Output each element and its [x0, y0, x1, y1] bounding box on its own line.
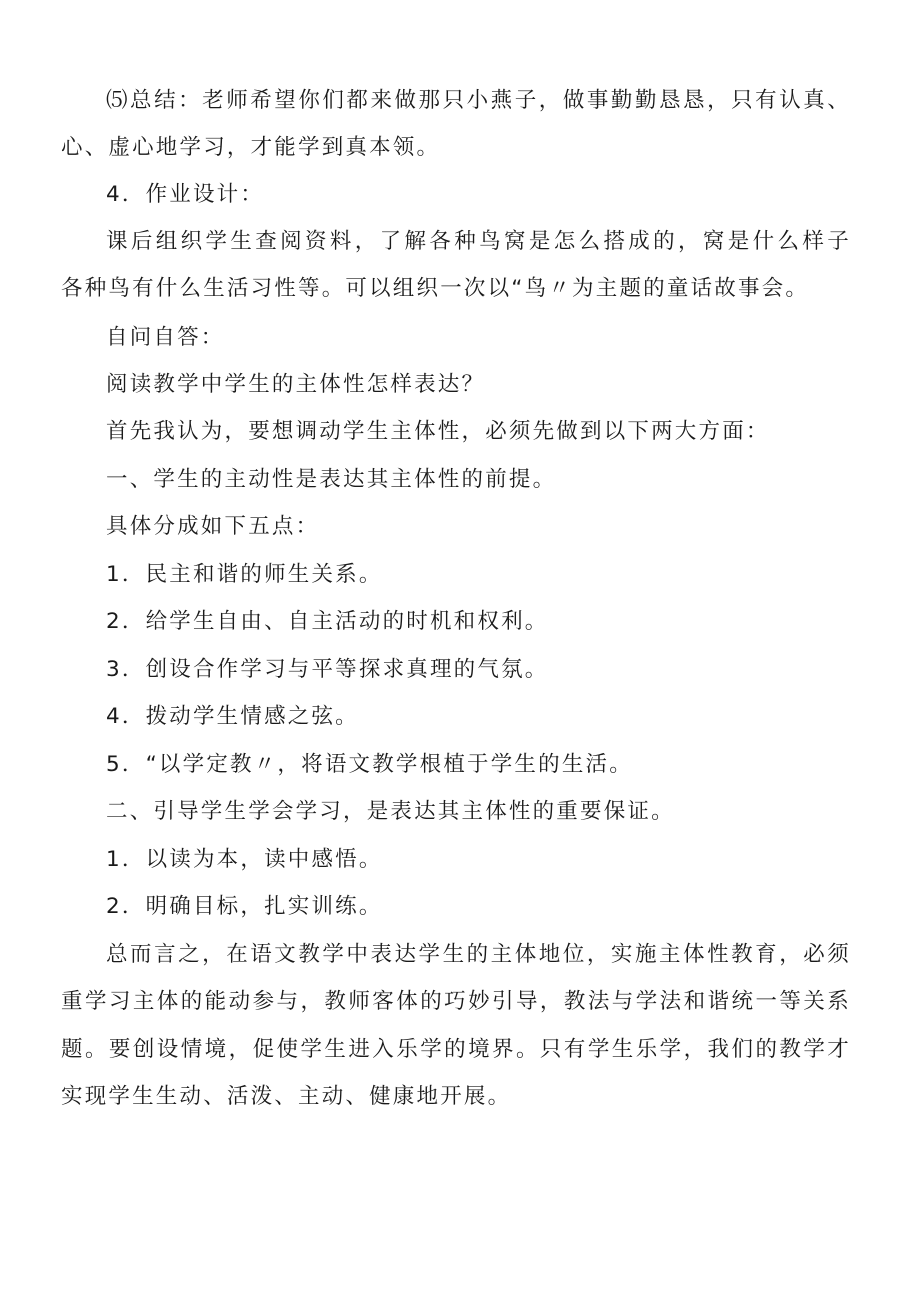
- conclusion-line-3: 题。要创设情境，促使学生进入乐学的境界。只有学生乐学，我们的教学才: [61, 1037, 851, 1062]
- paragraph-summary-line-1: ⑸总结：老师希望你们都来做那只小燕子，做事勤勤恳恳，只有认真、: [106, 88, 851, 113]
- section-two-item-2: 2．明确目标，扎实训练。: [106, 894, 383, 919]
- list-item-2: 2．给学生自由、自主活动的时机和权利。: [106, 609, 549, 634]
- conclusion-line-2: 重学习主体的能动参与，教师客体的巧妙引导，教法与学法和谐统一等关系: [61, 989, 851, 1014]
- list-item-3: 3．创设合作学习与平等探求真理的气氛。: [106, 657, 549, 682]
- heading-self-qa: 自问自答：: [106, 325, 225, 350]
- section-one-heading: 一、学生的主动性是表达其主体性的前提。: [106, 467, 557, 492]
- conclusion-line-4: 实现学生生动、活泼、主动、健康地开展。: [61, 1084, 512, 1109]
- list-item-1: 1．民主和谐的师生关系。: [106, 562, 383, 587]
- conclusion-line-1: 总而言之，在语文教学中表达学生的主体地位，实施主体性教育，必须: [106, 942, 851, 967]
- paragraph-summary-line-2: 心、虚心地学习，才能学到真本领。: [61, 135, 441, 160]
- paragraph-homework-line-1: 课后组织学生查阅资料，了解各种鸟窝是怎么搭成的，窝是什么样子: [106, 229, 851, 254]
- question-line: 阅读教学中学生的主体性怎样表达？: [106, 372, 486, 397]
- list-item-4: 4．拨动学生情感之弦。: [106, 704, 359, 729]
- list-item-5: 5．“以学定教〃，将语文教学根植于学生的生活。: [106, 752, 633, 777]
- five-points-intro: 具体分成如下五点：: [106, 514, 320, 539]
- section-two-item-1: 1．以读为本，读中感悟。: [106, 847, 383, 872]
- answer-intro-line: 首先我认为，要想调动学生主体性，必须先做到以下两大方面：: [106, 419, 770, 444]
- paragraph-homework-line-2: 各种鸟有什么生活习性等。可以组织一次以“鸟〃为主题的童话故事会。: [61, 276, 810, 301]
- section-two-heading: 二、引导学生学会学习，是表达其主体性的重要保证。: [106, 799, 675, 824]
- heading-homework-design: 4．作业设计：: [106, 182, 265, 207]
